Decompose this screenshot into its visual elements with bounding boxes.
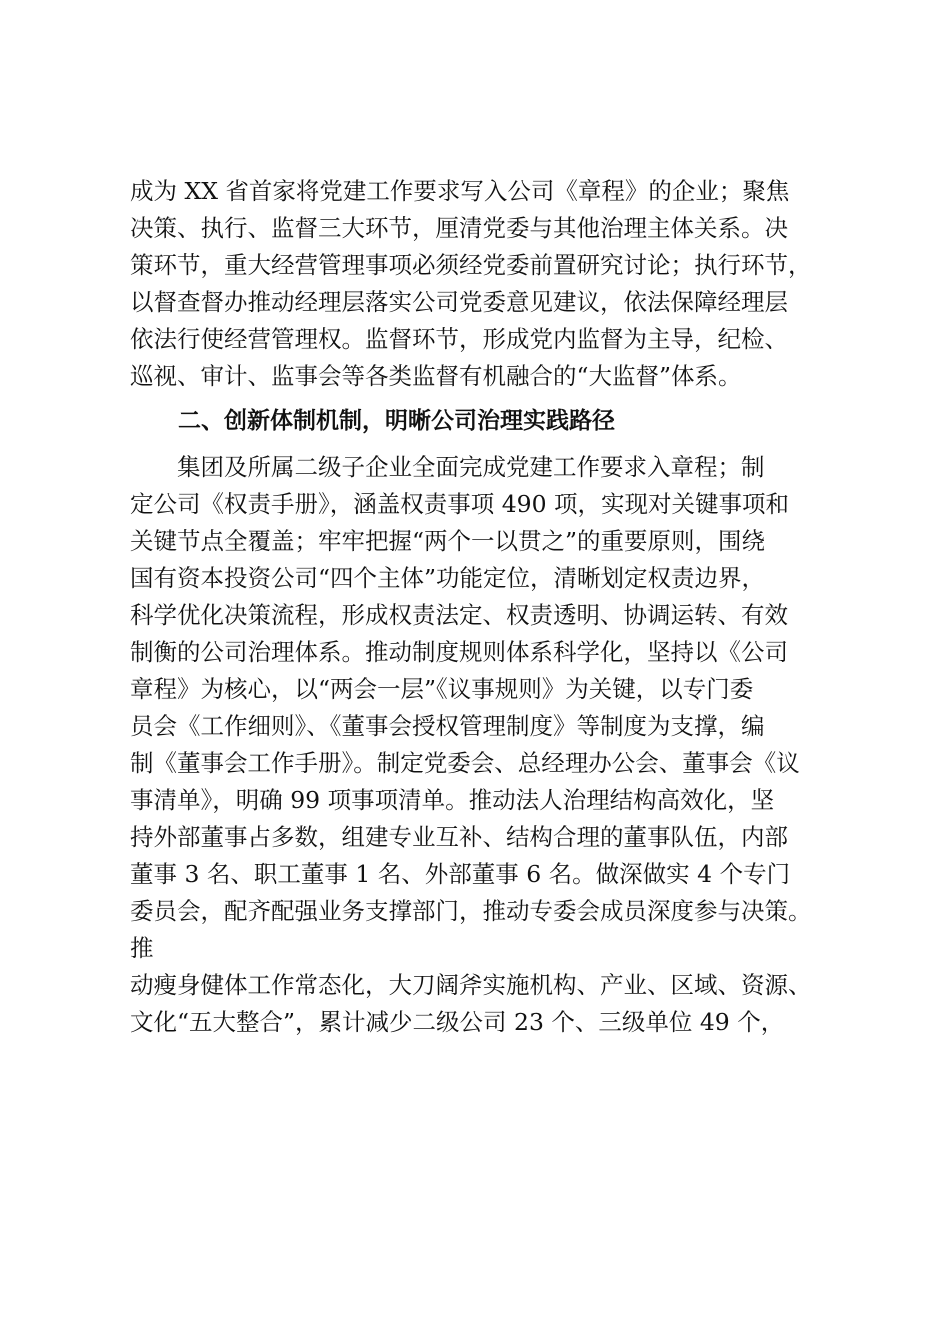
text-line: 董事 3 名、职工董事 1 名、外部董事 6 名。做深做实 4 个专门 [130, 860, 791, 888]
text-line: 推 [130, 934, 154, 962]
section-heading: 二、创新体制机制，明晰公司治理实践路径 [178, 408, 615, 434]
text-line: 策环节，重大经营管理事项必须经党委前置研究讨论；执行环节， [130, 251, 812, 279]
text-line: 决策、执行、监督三大环节，厘清党委与其他治理主体关系。决 [130, 214, 788, 242]
text-line: 关键节点全覆盖；牢牢把握“两个一以贯之”的重要原则，围绕 [130, 527, 766, 555]
text-line: 委员会，配齐配强业务支撑部门，推动专委会成员深度参与决策。 [130, 897, 812, 925]
text-line: 制《董事会工作手册》。制定党委会、总经理办公会、董事会《议 [130, 749, 800, 777]
text-line: 依法行使经营管理权。监督环节，形成党内监督为主导，纪检、 [130, 325, 788, 353]
text-line: 制衡的公司治理体系。推动制度规则体系科学化，坚持以《公司 [130, 638, 788, 666]
text-line: 巡视、审计、监事会等各类监督有机融合的“大监督”体系。 [130, 362, 742, 390]
text-line: 国有资本投资公司“四个主体”功能定位，清晰划定权责边界， [130, 564, 766, 592]
text-line: 以督查督办推动经理层落实公司党委意见建议，依法保障经理层 [130, 288, 788, 316]
text-line: 员会《工作细则》、《董事会授权管理制度》等制度为支撑，编 [130, 712, 765, 740]
text-line: 事清单》，明确 99 项事项清单。推动法人治理结构高效化，坚 [130, 786, 775, 814]
text-line: 集团及所属二级子企业全面完成党建工作要求入章程；制 [177, 453, 765, 481]
text-line: 科学优化决策流程，形成权责法定、权责透明、协调运转、有效 [130, 601, 788, 629]
text-line: 文化“五大整合”，累计减少二级公司 23 个、三级单位 49 个， [130, 1008, 785, 1036]
text-line: 持外部董事占多数，组建专业互补、结构合理的董事队伍，内部 [130, 823, 788, 851]
text-line: 定公司《权责手册》，涵盖权责事项 490 项，实现对关键事项和 [130, 490, 790, 518]
text-line: 成为 XX 省首家将党建工作要求写入公司《章程》的企业；聚焦 [130, 177, 790, 205]
text-line: 章程》为核心，以“两会一层”《议事规则》为关键，以专门委 [130, 675, 754, 703]
text-line: 动瘦身健体工作常态化，大刀阔斧实施机构、产业、区域、资源、 [130, 971, 812, 999]
